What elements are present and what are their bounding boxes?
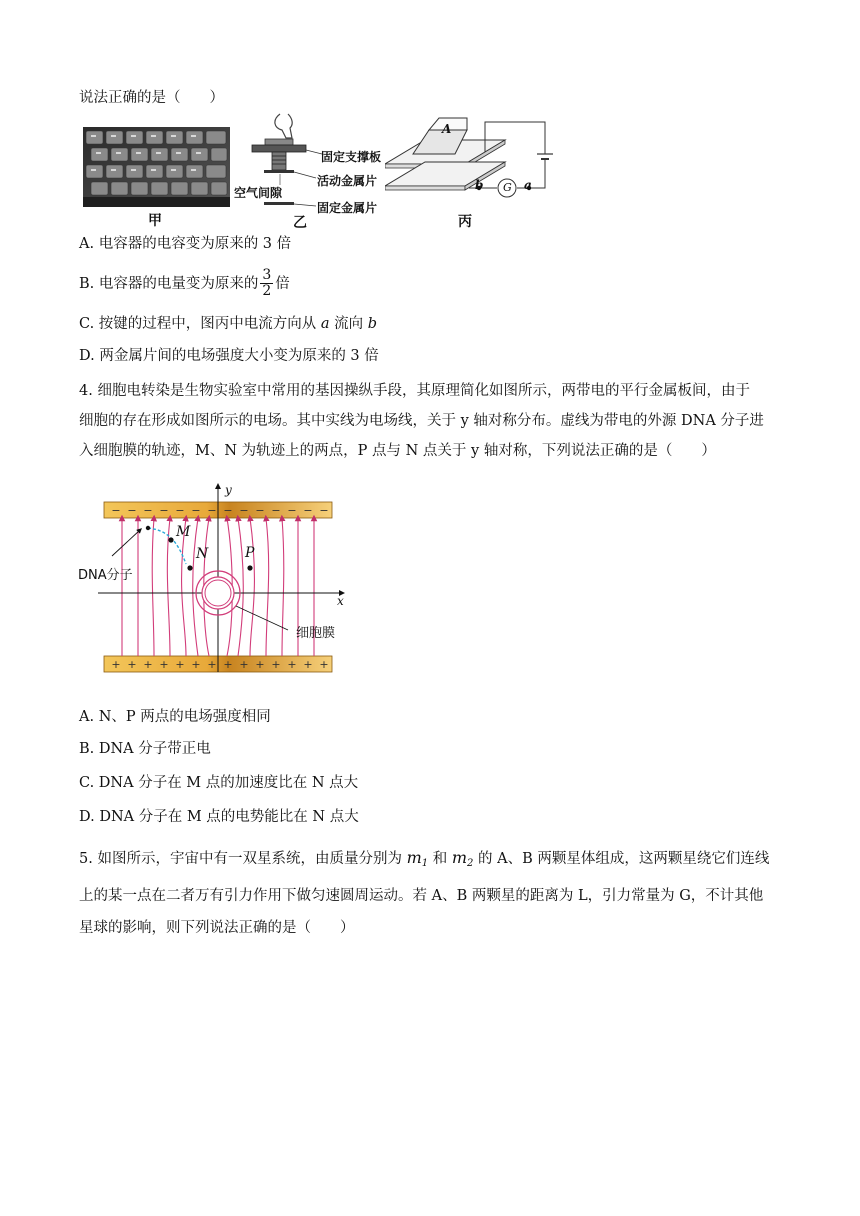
fraction-denominator: 2 xyxy=(262,283,272,299)
q5-line1-a: 5. 如图所示，宇宙中有一双星系统，由质量分别为 xyxy=(79,851,402,867)
axis-x-label: x xyxy=(337,594,344,608)
label-air-gap: 空气间隙 xyxy=(234,186,283,200)
svg-text:+: + xyxy=(303,658,313,671)
dna-label: DNA分子 xyxy=(78,568,133,583)
q3-option-c xyxy=(79,314,377,334)
q4-option-c: C. DNA 分子在 M 点的加速度比在 N 点大 xyxy=(79,775,359,791)
svg-text:−: − xyxy=(303,504,313,517)
caption-bing: 丙 xyxy=(458,214,472,230)
caption-yi: 乙 xyxy=(293,215,307,231)
svg-text:+: + xyxy=(239,658,249,671)
svg-text:−: − xyxy=(255,504,265,517)
svg-text:+: + xyxy=(159,658,169,671)
plus-sign: + xyxy=(111,658,121,671)
fraction-three-halves xyxy=(260,268,273,299)
q3-option-c-a: a xyxy=(320,316,330,332)
svg-text:−: − xyxy=(223,504,233,517)
label-fixed-plate: 固定金属片 xyxy=(317,201,378,215)
svg-text:−: − xyxy=(239,504,249,517)
q5-stem-line-2: 上的某一点在二者万有引力作用下做匀速圆周运动。若 A、B 两颗星的距离为 L，引力常量为 G，不计其他 xyxy=(79,888,764,904)
label-point-a: a xyxy=(524,178,532,192)
q4-stem-line-2: 细胞的存在形成如图所示的电场。其中实线为电场线，关于 y 轴对称分布。虚线为带电的外源 DNA 分子进 xyxy=(79,413,764,429)
svg-text:−: − xyxy=(159,504,169,517)
svg-text:+: + xyxy=(271,658,281,671)
q3-option-c-b: b xyxy=(367,316,378,332)
point-n-label: N xyxy=(196,546,209,562)
svg-text:+: + xyxy=(143,658,153,671)
svg-text:+: + xyxy=(255,658,265,671)
svg-text:+: + xyxy=(175,658,185,671)
q4-option-a: A. N、P 两点的电场强度相同 xyxy=(79,709,271,725)
svg-text:−: − xyxy=(127,504,137,517)
label-movable-plate: 活动金属片 xyxy=(317,174,378,188)
minus-sign: − xyxy=(111,504,121,517)
svg-text:+: + xyxy=(207,658,217,671)
point-m-label: M xyxy=(176,524,191,540)
point-p-label: P xyxy=(245,545,255,561)
caption-jia: 甲 xyxy=(148,213,162,229)
svg-text:−: − xyxy=(143,504,153,517)
svg-text:+: + xyxy=(127,658,137,671)
q4-stem-line-3: 入细胞膜的轨迹，M、N 为轨迹上的两点，P 点与 N 点关于 y 轴对称，下列说法正确的是（ ） xyxy=(79,443,716,459)
q4-option-d: D. DNA 分子在 M 点的电势能比在 N 点大 xyxy=(79,809,359,825)
axis-y-label: y xyxy=(225,483,232,497)
svg-text:−: − xyxy=(271,504,281,517)
q3-option-c-mid: 流向 xyxy=(334,316,364,332)
q5-line1-b: 的 A、B 两颗星体组成，这两颗星绕它们连线 xyxy=(477,851,770,867)
q3-option-b-suffix: 倍 xyxy=(275,275,290,292)
q5-stem-line-3: 星球的影响，则下列说法正确的是（ ） xyxy=(79,920,355,936)
keyboard-photo xyxy=(83,127,230,207)
svg-text:−: − xyxy=(319,504,329,517)
q3-stem-tail: 说法正确的是（ ） xyxy=(79,90,224,106)
svg-text:−: − xyxy=(191,504,201,517)
q4-stem xyxy=(79,376,784,466)
svg-text:+: + xyxy=(223,658,233,671)
q3-option-c-prefix: C. 按键的过程中，图丙中电流方向从 xyxy=(79,316,317,332)
mass-m2: $m_2$ xyxy=(451,848,474,869)
q5-stem-line-1 xyxy=(79,848,769,874)
fraction-numerator: 3 xyxy=(262,267,272,283)
svg-text:+: + xyxy=(287,658,297,671)
label-point-b: b xyxy=(475,178,484,192)
svg-text:+: + xyxy=(319,658,329,671)
q3-option-b xyxy=(79,268,290,299)
svg-text:−: − xyxy=(175,504,185,517)
q3-option-a: A. 电容器的电容变为原来的 3 倍 xyxy=(79,236,292,252)
label-block-a: A xyxy=(442,122,452,136)
q3-option-b-prefix: B. 电容器的电量变为原来的 xyxy=(79,275,259,292)
membrane-label: 细胞膜 xyxy=(296,626,336,641)
label-galvanometer: G xyxy=(503,181,512,194)
svg-text:−: − xyxy=(287,504,297,517)
label-fixed-support: 固定支撑板 xyxy=(321,150,382,164)
svg-text:+: + xyxy=(191,658,201,671)
q4-stem-line-1: 4. 细胞电转染是生物实验室中常用的基因操纵手段，其原理简化如图所示，两带电的平行金属板间，由于 xyxy=(79,383,750,399)
circuit-diagram xyxy=(385,112,565,212)
q3-option-d: D. 两金属片间的电场强度大小变为原来的 3 倍 xyxy=(79,348,379,364)
q4-option-b: B. DNA 分子带正电 xyxy=(79,741,211,757)
svg-text:−: − xyxy=(207,504,217,517)
mass-m1: $m_1$ xyxy=(406,848,429,869)
q5-and: 和 xyxy=(432,851,448,867)
